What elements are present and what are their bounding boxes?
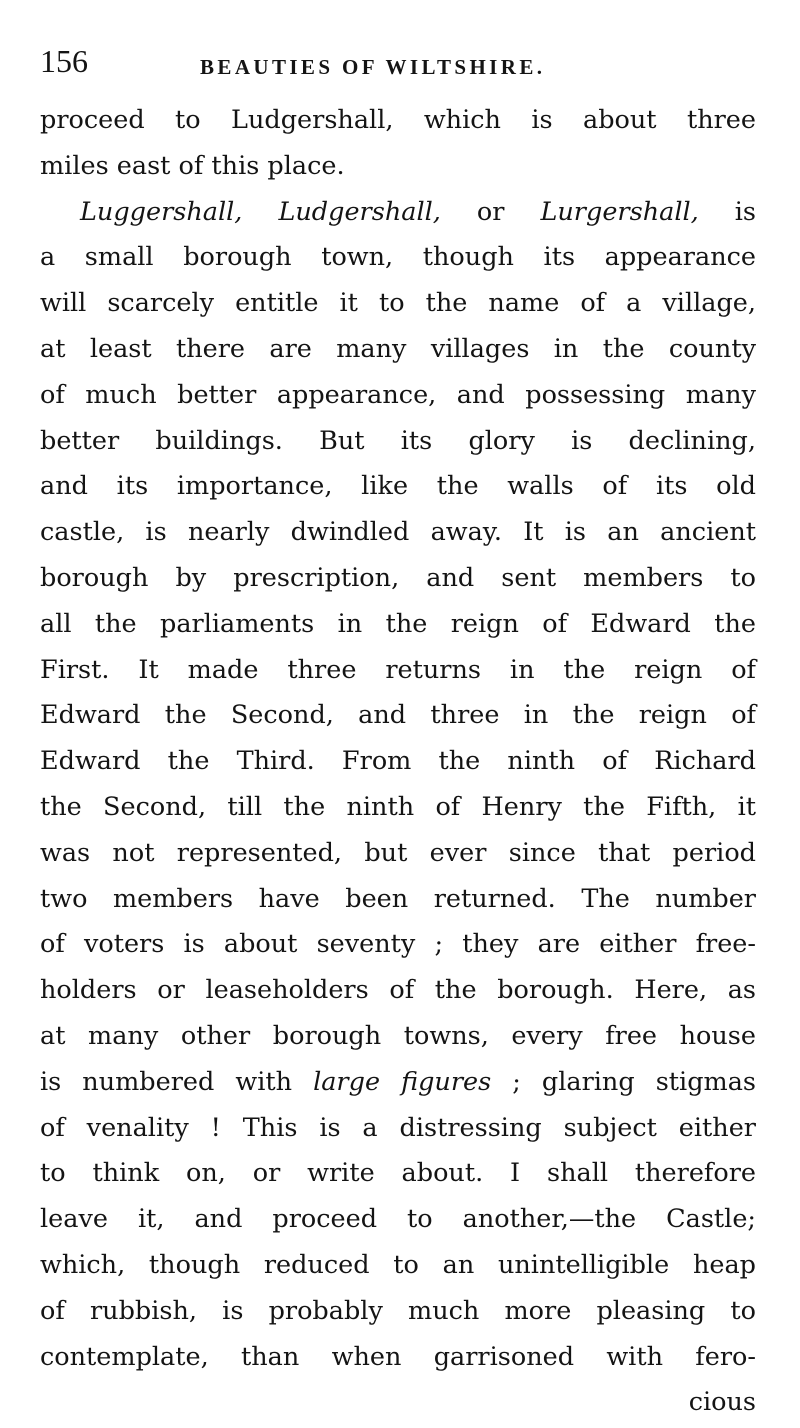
text-line: of voters is about seventy ; they are either free- bbox=[40, 929, 756, 960]
text-line: of venality ! This is a distressing subject either bbox=[40, 1112, 756, 1143]
text-line: two members have been returned. The number bbox=[40, 883, 756, 914]
text-line: First. It made three returns in the reign of bbox=[40, 654, 756, 685]
running-head: BEAUTIES OF WILTSHIRE. bbox=[200, 55, 546, 79]
italic-name: Luggershall, bbox=[80, 196, 243, 227]
text-fragment: is numbered with bbox=[40, 1066, 314, 1097]
text-line: all the parliaments in the reign of Edward the bbox=[40, 608, 756, 639]
text-line-italic-names bbox=[40, 190, 756, 236]
italic-name: Ludgershall, bbox=[278, 196, 441, 227]
text-fragment: or bbox=[440, 196, 541, 227]
text-line: contemplate, than when garrisoned with fero- bbox=[40, 1341, 756, 1372]
text-line: was not represented, but ever since that period bbox=[40, 837, 756, 868]
text-line: holders or leaseholders of the borough. Here, as bbox=[40, 975, 756, 1006]
text-line: Edward the Second, and three in the reign of bbox=[40, 700, 756, 731]
page-number: 156 bbox=[40, 43, 88, 79]
italic-name: Lurgershall, bbox=[540, 196, 699, 227]
text-fragment: is bbox=[698, 196, 756, 227]
text-line: proceed to Ludgershall, which is about three bbox=[40, 105, 756, 135]
text-line: the Second, till the ninth of Henry the Fifth, it bbox=[40, 791, 756, 822]
text-line: will scarcely entitle it to the name of a village, bbox=[40, 288, 756, 319]
text-line: and its importance, like the walls of its old bbox=[40, 471, 756, 502]
text-line: at many other borough towns, every free house bbox=[40, 1020, 756, 1051]
text-fragment bbox=[242, 197, 278, 227]
text-line: leave it, and proceed to another,—the Castle; bbox=[40, 1204, 756, 1235]
text-line: a small borough town, though its appearance bbox=[40, 242, 756, 273]
text-line-italic-phrase bbox=[40, 1060, 756, 1106]
text-line: castle, is nearly dwindled away. It is an ancient bbox=[40, 517, 756, 548]
text-line: at least there are many villages in the county bbox=[40, 333, 756, 364]
page-header bbox=[40, 36, 760, 86]
body-text bbox=[40, 98, 756, 1426]
text-line: borough by prescription, and sent members to bbox=[40, 562, 756, 593]
text-line: of rubbish, is probably much more pleasing to bbox=[40, 1295, 756, 1326]
text-line: to think on, or write about. I shall therefore bbox=[40, 1158, 756, 1189]
text-line: better buildings. But its glory is declining, bbox=[40, 425, 756, 456]
text-line: Edward the Third. From the ninth of Richard bbox=[40, 746, 756, 777]
text-fragment: ; glaring stigmas bbox=[491, 1066, 756, 1097]
text-line: miles east of this place. bbox=[40, 150, 345, 181]
text-line: which, though reduced to an unintelligible heap bbox=[40, 1249, 756, 1280]
catchword: cious bbox=[688, 1387, 756, 1418]
text-line: of much better appearance, and possessing many bbox=[40, 379, 756, 410]
italic-phrase: large figures bbox=[313, 1066, 492, 1097]
